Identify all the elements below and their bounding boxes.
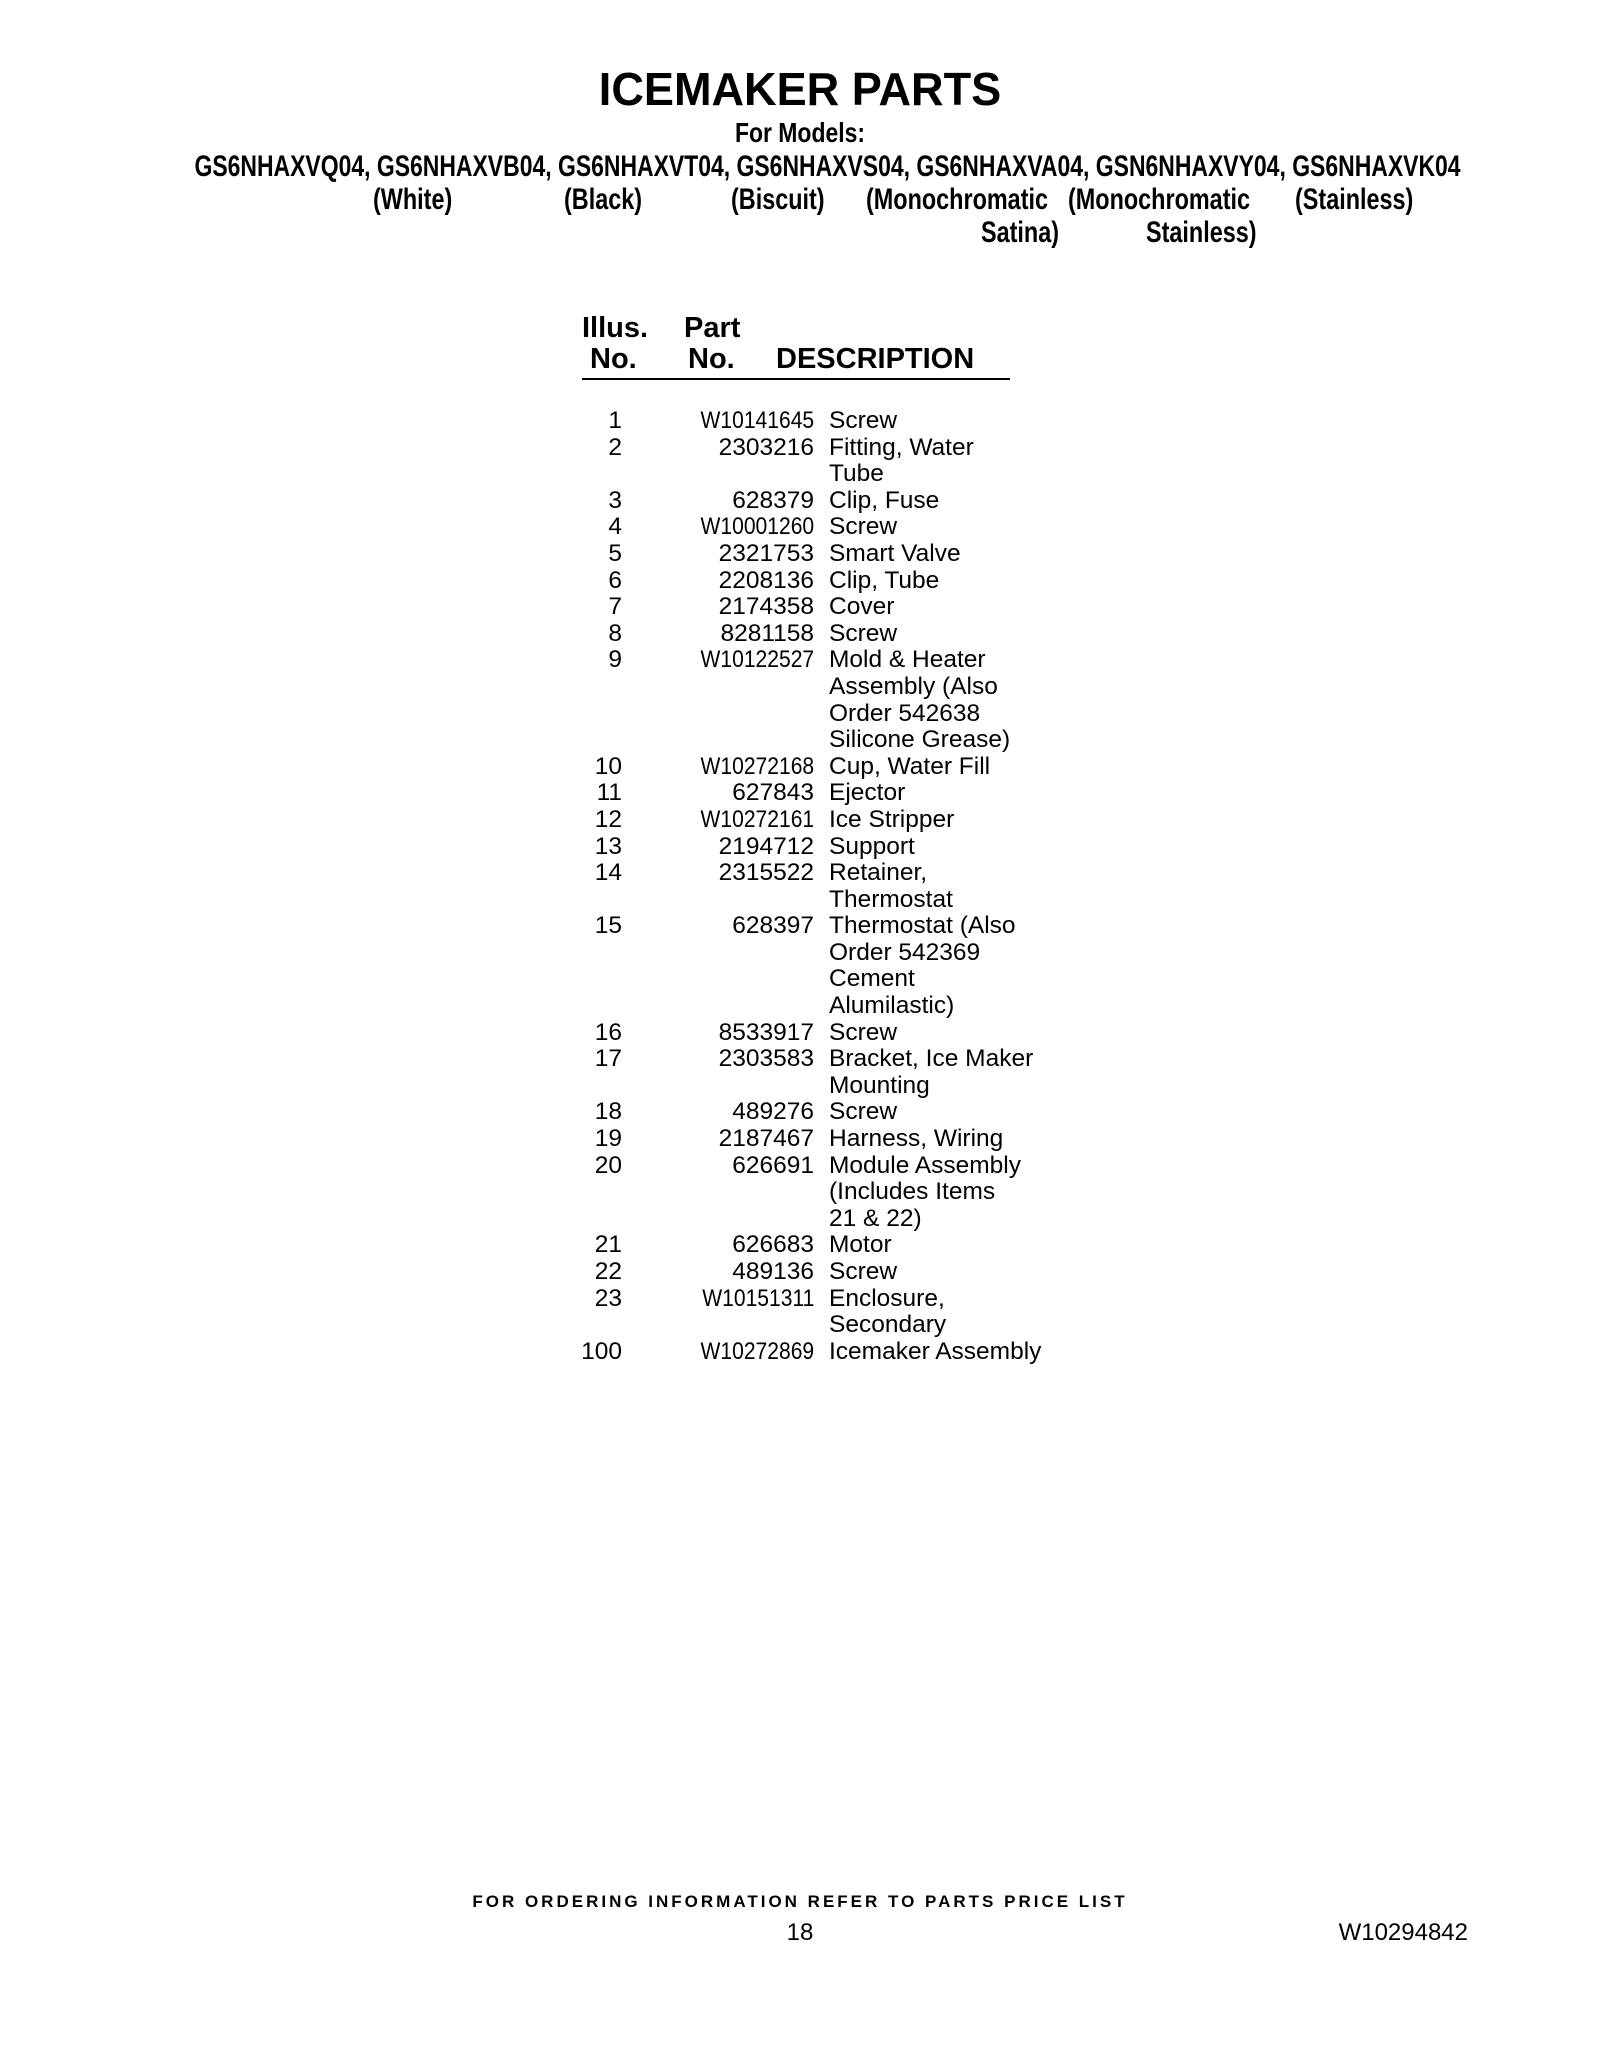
- part-number: 2315522: [718, 859, 814, 887]
- part-number-cell: [622, 754, 814, 781]
- part-number: 2321753: [718, 539, 814, 567]
- part-number: 626683: [732, 1231, 814, 1259]
- part-number-cell: [622, 1286, 814, 1313]
- part-number: W10001260: [700, 513, 814, 541]
- illus-number: 100: [581, 1337, 622, 1365]
- part-number: W10141645: [700, 407, 814, 434]
- description-line: Screw: [829, 1258, 898, 1285]
- part-number-cell: [622, 1046, 814, 1073]
- description-line: Silicone Grease): [829, 726, 1011, 754]
- parts-row: [570, 408, 1089, 435]
- part-description: [829, 1286, 1089, 1339]
- description-line: Clip, Tube: [829, 566, 940, 594]
- parts-row: [570, 834, 1089, 861]
- parts-row: [570, 807, 1089, 834]
- part-description: [829, 408, 1089, 435]
- parts-row: [570, 594, 1089, 621]
- description-line: Screw: [829, 407, 898, 434]
- models-subtitle: For Models:: [734, 117, 866, 148]
- part-number: 627843: [732, 779, 814, 807]
- part-description: [829, 1259, 1089, 1286]
- part-description: [829, 488, 1089, 515]
- description-line: Fitting, Water: [829, 433, 974, 461]
- parts-row: [570, 1099, 1089, 1126]
- part-description: [829, 860, 1089, 913]
- parts-row: [570, 860, 1089, 913]
- part-description: [829, 1046, 1089, 1099]
- illus-number: 4: [608, 513, 622, 541]
- illus-number: 14: [594, 859, 622, 887]
- part-description: [829, 435, 1089, 488]
- description-line: Thermostat: [829, 885, 953, 913]
- part-number-cell: [622, 1232, 814, 1259]
- description-line: Icemaker Assembly: [829, 1337, 1042, 1365]
- illus-number: 21: [594, 1231, 622, 1259]
- parts-row: [570, 754, 1089, 781]
- description-line: Support: [829, 832, 915, 860]
- description-line: Mounting: [829, 1071, 930, 1099]
- illus-number: 13: [594, 832, 622, 860]
- parts-list: [570, 408, 1089, 1365]
- illus-number: 17: [594, 1045, 622, 1073]
- part-description: [829, 754, 1089, 781]
- description-line: Screw: [829, 513, 898, 541]
- part-number-cell: [622, 647, 814, 674]
- part-number-cell: [622, 913, 814, 940]
- description-line: Order 542638: [829, 699, 981, 727]
- part-number: 2194712: [718, 832, 814, 860]
- parts-row: [570, 1339, 1089, 1366]
- illus-number: 7: [608, 593, 622, 621]
- model-numbers-text: GS6NHAXVQ04, GS6NHAXVB04, GS6NHAXVT04, GS6NHAXVS04, GS6NHAXVA04, GSN6NHAXVY04, GS6NHAXVK04: [194, 150, 1461, 183]
- description-line: Enclosure,: [829, 1284, 945, 1312]
- variant-biscuit: (Biscuit): [731, 183, 825, 216]
- illus-number: 22: [594, 1258, 622, 1285]
- description-line: Module Assembly: [829, 1151, 1022, 1179]
- parts-row: [570, 1259, 1089, 1286]
- parts-row: [570, 647, 1089, 753]
- description-line: Tube: [829, 460, 884, 488]
- part-number: W10272168: [700, 752, 814, 780]
- parts-row: [570, 541, 1089, 568]
- part-number: 2303216: [718, 433, 814, 461]
- parts-row: [570, 913, 1089, 1019]
- part-number-cell: [622, 780, 814, 807]
- variant-mono-satina-line2: Satina): [981, 216, 1060, 249]
- illus-number: 20: [594, 1151, 622, 1179]
- part-number: 628379: [732, 486, 814, 514]
- part-number: W10272161: [700, 805, 814, 833]
- part-number-cell: [622, 408, 814, 435]
- part-description: [829, 780, 1089, 807]
- parts-row: [570, 621, 1089, 648]
- part-number-cell: [622, 1153, 814, 1180]
- part-description: [829, 1126, 1089, 1153]
- description-line: Cup, Water Fill: [829, 752, 991, 780]
- part-description: [829, 647, 1089, 753]
- description-line: Screw: [829, 1018, 898, 1046]
- illus-number: 12: [594, 805, 622, 833]
- parts-row: [570, 780, 1089, 807]
- part-number-cell: [622, 621, 814, 648]
- header-part-line1: Part: [684, 312, 741, 344]
- part-number: W10272869: [700, 1337, 814, 1365]
- part-number-cell: [622, 435, 814, 462]
- parts-row: [570, 1232, 1089, 1259]
- parts-row: [570, 1286, 1089, 1339]
- illus-number: 8: [608, 619, 622, 647]
- illus-number: 10: [594, 752, 622, 780]
- header-rule: [582, 378, 1010, 380]
- part-number: 8533917: [718, 1018, 814, 1046]
- part-number-cell: [622, 541, 814, 568]
- ordering-note: FOR ORDERING INFORMATION REFER TO PARTS PRICE LIST: [472, 1892, 1128, 1911]
- illus-number: 19: [594, 1125, 622, 1153]
- model-numbers: [0, 150, 1600, 184]
- part-number: 626691: [732, 1151, 814, 1179]
- part-description: [829, 1099, 1089, 1126]
- illus-number: 18: [594, 1098, 622, 1126]
- part-description: [829, 568, 1089, 595]
- parts-row: [570, 514, 1089, 541]
- parts-row: [570, 1153, 1089, 1233]
- variant-black: (Black): [564, 183, 643, 216]
- part-number: 489276: [732, 1098, 814, 1126]
- description-line: 21 & 22): [829, 1204, 922, 1232]
- page-number: 18: [786, 1919, 814, 1946]
- description-line: Secondary: [829, 1311, 947, 1339]
- part-description: [829, 807, 1089, 834]
- part-number-cell: [622, 488, 814, 515]
- description-line: Thermostat (Also: [829, 912, 1016, 940]
- part-number: 2303583: [718, 1045, 814, 1073]
- illus-number: 6: [608, 566, 622, 594]
- part-description: [829, 514, 1089, 541]
- description-line: Cover: [829, 593, 895, 621]
- part-number: 2187467: [718, 1125, 814, 1153]
- header-illus-line2: No.: [590, 343, 637, 375]
- description-line: Screw: [829, 619, 898, 647]
- part-number: 8281158: [720, 619, 814, 647]
- part-description: [829, 621, 1089, 648]
- illus-number: 11: [596, 779, 622, 807]
- description-line: (Includes Items: [829, 1178, 996, 1206]
- description-line: Retainer,: [829, 859, 928, 887]
- description-line: Cement: [829, 965, 915, 993]
- parts-row: [570, 1020, 1089, 1047]
- part-number-cell: [622, 1099, 814, 1126]
- part-number: 489136: [732, 1258, 814, 1285]
- page-title: ICEMAKER PARTS: [598, 63, 1002, 115]
- variant-mono-satina-line1: (Monochromatic: [866, 183, 1049, 216]
- parts-row: [570, 1046, 1089, 1099]
- illus-number: 2: [608, 433, 622, 461]
- part-number-cell: [622, 568, 814, 595]
- part-description: [829, 834, 1089, 861]
- header-part-line2: No.: [688, 343, 735, 375]
- part-description: [829, 541, 1089, 568]
- description-line: Assembly (Also: [829, 672, 998, 700]
- part-number-cell: [622, 834, 814, 861]
- variant-mono-stainless-line1: (Monochromatic: [1068, 183, 1251, 216]
- variant-stainless: (Stainless): [1295, 183, 1414, 216]
- variant-mono-stainless-line2: Stainless): [1146, 216, 1257, 249]
- part-number: 2174358: [718, 593, 814, 621]
- part-number-cell: [622, 1020, 814, 1047]
- illus-number: 16: [594, 1018, 622, 1046]
- description-line: Smart Valve: [829, 539, 961, 567]
- part-description: [829, 1232, 1089, 1259]
- part-number: 628397: [732, 912, 814, 940]
- header-illus-line1: Illus.: [582, 312, 649, 344]
- part-number-cell: [622, 1259, 814, 1286]
- illus-number: 3: [608, 486, 622, 514]
- document-number: W10294842: [1338, 1919, 1468, 1946]
- illus-number: 15: [594, 912, 622, 940]
- illus-number: 9: [608, 646, 622, 674]
- part-number-cell: [622, 1339, 814, 1366]
- description-line: Harness, Wiring: [829, 1125, 1004, 1153]
- parts-row: [570, 435, 1089, 488]
- part-number-cell: [622, 860, 814, 887]
- part-description: [829, 913, 1089, 1019]
- description-line: Clip, Fuse: [829, 486, 940, 514]
- part-description: [829, 1339, 1089, 1366]
- part-number-cell: [622, 514, 814, 541]
- part-number-cell: [622, 594, 814, 621]
- illus-number: 23: [594, 1284, 622, 1312]
- variant-white: (White): [373, 183, 453, 216]
- description-line: Bracket, Ice Maker: [829, 1045, 1034, 1073]
- description-line: Ice Stripper: [829, 805, 955, 833]
- description-line: Mold & Heater: [829, 646, 986, 674]
- part-number: 2208136: [718, 566, 814, 594]
- part-number-cell: [622, 807, 814, 834]
- parts-row: [570, 488, 1089, 515]
- illus-number: 5: [608, 539, 622, 567]
- parts-row: [570, 568, 1089, 595]
- part-number: W10151311: [701, 1284, 814, 1312]
- description-line: Screw: [829, 1098, 898, 1126]
- illus-number: 1: [608, 407, 622, 434]
- header-description: DESCRIPTION: [776, 343, 975, 375]
- part-description: [829, 594, 1089, 621]
- part-number: W10122527: [700, 646, 814, 674]
- description-line: Motor: [829, 1231, 892, 1259]
- description-line: Alumilastic): [829, 992, 955, 1020]
- part-description: [829, 1153, 1089, 1233]
- description-line: Ejector: [829, 779, 906, 807]
- parts-row: [570, 1126, 1089, 1153]
- description-line: Order 542369: [829, 938, 981, 966]
- part-number-cell: [622, 1126, 814, 1153]
- part-description: [829, 1020, 1089, 1047]
